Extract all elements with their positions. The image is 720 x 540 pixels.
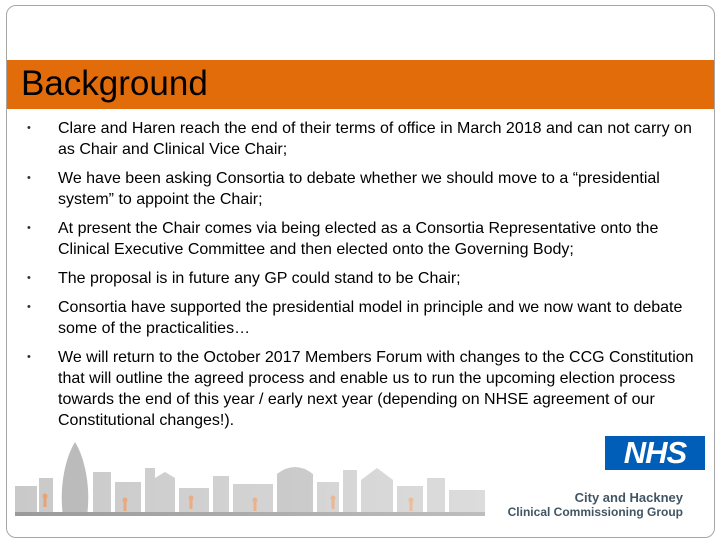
bullet-icon: • <box>27 272 31 284</box>
bullet-icon: • <box>27 301 31 313</box>
bullet-item <box>27 168 707 210</box>
bullet-item <box>27 347 707 431</box>
bullet-icon: • <box>27 351 31 363</box>
org-name-line1: City and Hackney <box>574 490 683 505</box>
bullet-text: Clare and Haren reach the end of their terms of office in March 2018 and can not carry on as Chair and Clinical Vice Chair; <box>58 120 692 158</box>
bullet-item <box>27 118 707 160</box>
bullet-item <box>27 297 707 339</box>
bullet-item <box>27 218 707 260</box>
nhs-logo: NHS <box>605 436 705 470</box>
bullet-list <box>27 118 707 439</box>
city-skyline-illustration <box>15 438 485 516</box>
slide <box>6 5 715 538</box>
bullet-text: Consortia have supported the presidential model in principle and we now want to debate some of the practicalities… <box>58 299 683 337</box>
bullet-text: We have been asking Consortia to debate whether we should move to a “presidential system” to appoint the Chair; <box>58 170 660 208</box>
slide-title: Background <box>21 64 208 103</box>
bullet-text: The proposal is in future any GP could stand to be Chair; <box>58 270 461 287</box>
title-bar <box>7 60 714 109</box>
org-name-line2: Clinical Commissioning Group <box>507 505 683 519</box>
bullet-item <box>27 268 707 289</box>
bullet-icon: • <box>27 172 31 184</box>
bullet-icon: • <box>27 222 31 234</box>
bullet-text: We will return to the October 2017 Members Forum with changes to the CCG Constitution that will outline the agreed process and enable us to run the upcoming election process towards the end of this year / early next year (depending on NHSE agreement of our Constitutional changes!). <box>58 349 694 429</box>
bullet-text: At present the Chair comes via being elected as a Consortia Representative onto the Clinical Executive Committee and then elected onto the Governing Body; <box>58 220 659 258</box>
bullet-icon: • <box>27 122 31 134</box>
